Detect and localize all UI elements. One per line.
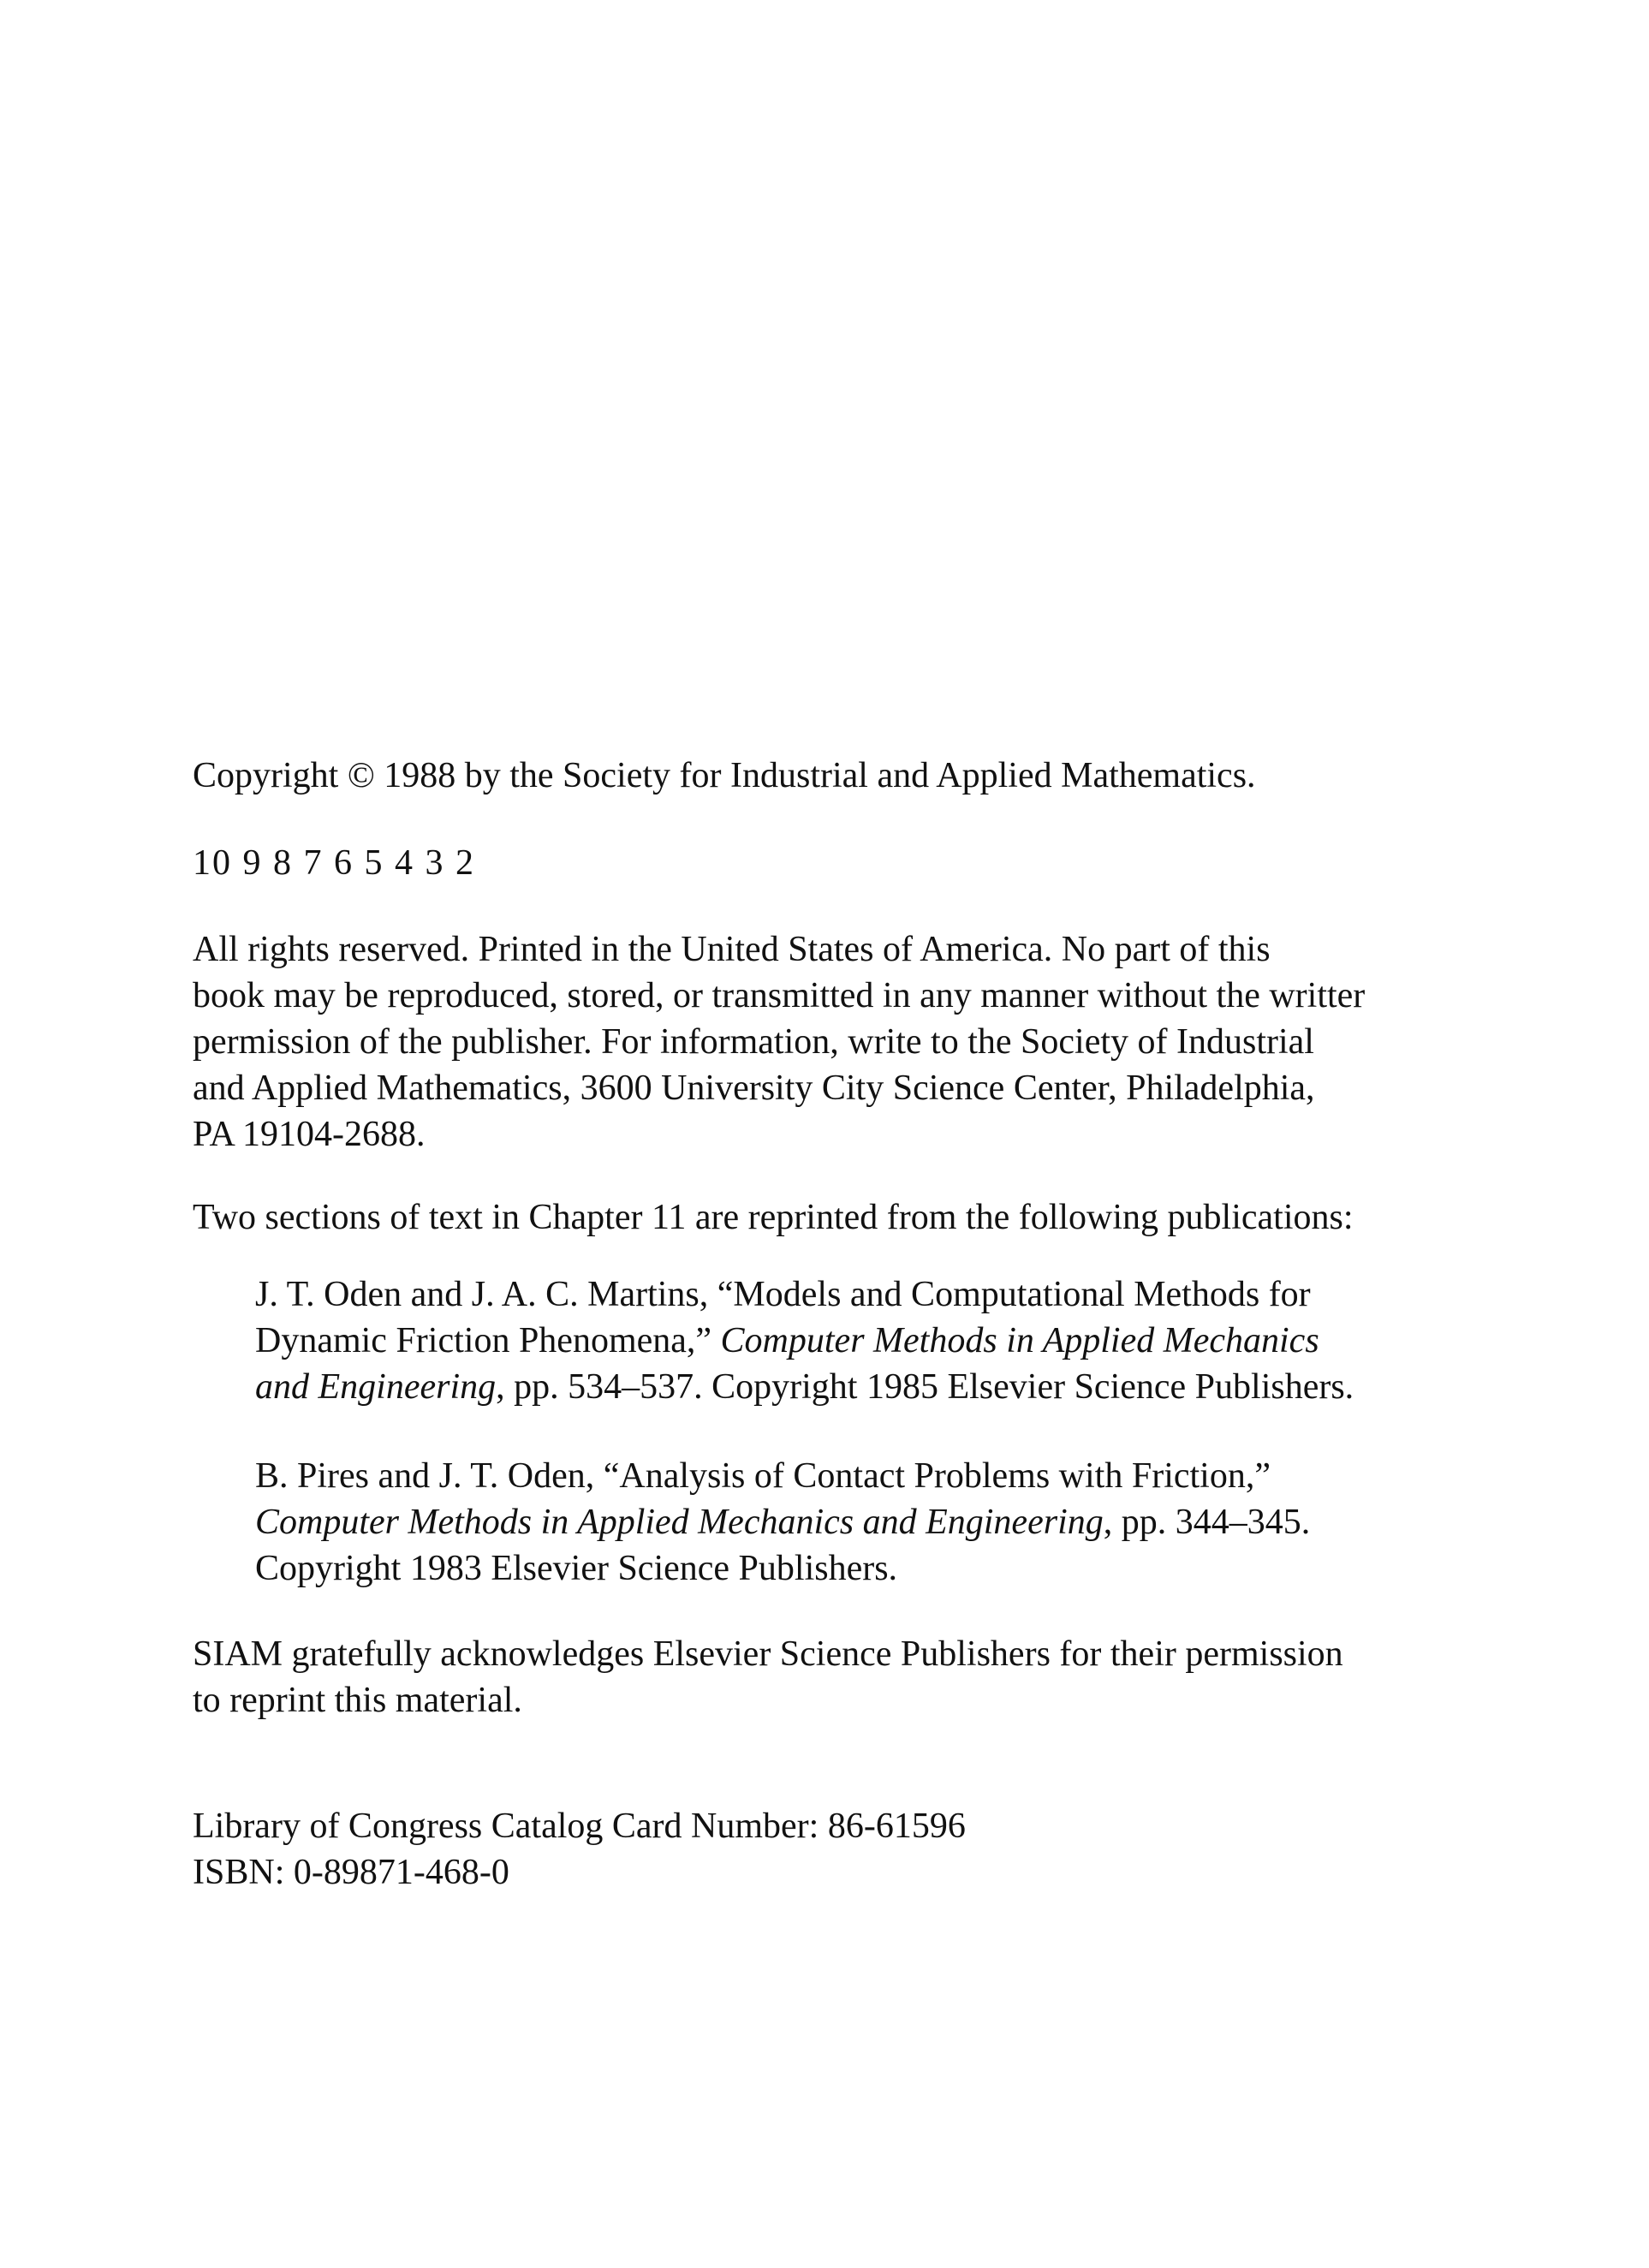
journal-title: Computer Methods in Applied Mechanics and Engineering: [255, 1503, 1104, 1542]
rights-line: All rights reserved. Printed in the United States of America. No part of this: [193, 930, 1271, 969]
acknowledgement-line: SIAM gratefully acknowledges Elsevier Science Publishers for their permission: [193, 1634, 1343, 1674]
journal-title: Computer Methods in Applied Mechanics: [720, 1321, 1319, 1360]
citation-line: B. Pires and J. T. Oden, “Analysis of Contact Problems with Friction,”: [255, 1456, 1271, 1496]
journal-title: and Engineering: [255, 1367, 497, 1407]
citation-text: Dynamic Friction Phenomena,”: [255, 1321, 721, 1360]
printing-numbers: 10 9 8 7 6 5 4 3 2: [193, 843, 475, 883]
isbn-line: ISBN: 0-89871-468-0: [193, 1853, 509, 1892]
citation-line: Copyright 1983 Elsevier Science Publishers.: [255, 1549, 898, 1588]
citation-line: J. T. Oden and J. A. C. Martins, “Models and Computational Methods for: [255, 1275, 1311, 1314]
lccn-line: Library of Congress Catalog Card Number: 86-61596: [193, 1807, 966, 1846]
citation-line: [255, 1365, 1354, 1409]
rights-line: book may be reproduced, stored, or transmitted in any manner without the writter: [193, 976, 1366, 1015]
reprint-intro: Two sections of text in Chapter 11 are reprinted from the following publications:: [193, 1198, 1354, 1237]
citation-line: [255, 1319, 1319, 1363]
citation-text: , pp. 344–345.: [1103, 1503, 1311, 1542]
acknowledgement-line: to reprint this material.: [193, 1681, 522, 1720]
citation-text: , pp. 534–537. Copyright 1985 Elsevier Science Publishers.: [496, 1367, 1354, 1407]
citation-line: [255, 1500, 1310, 1545]
copyright-line: Copyright © 1988 by the Society for Industrial and Applied Mathematics.: [193, 756, 1256, 795]
rights-line: and Applied Mathematics, 3600 University City Science Center, Philadelphia,: [193, 1069, 1315, 1108]
rights-line: PA 19104-2688.: [193, 1115, 426, 1154]
rights-line: permission of the publisher. For information, write to the Society of Industrial: [193, 1022, 1314, 1062]
